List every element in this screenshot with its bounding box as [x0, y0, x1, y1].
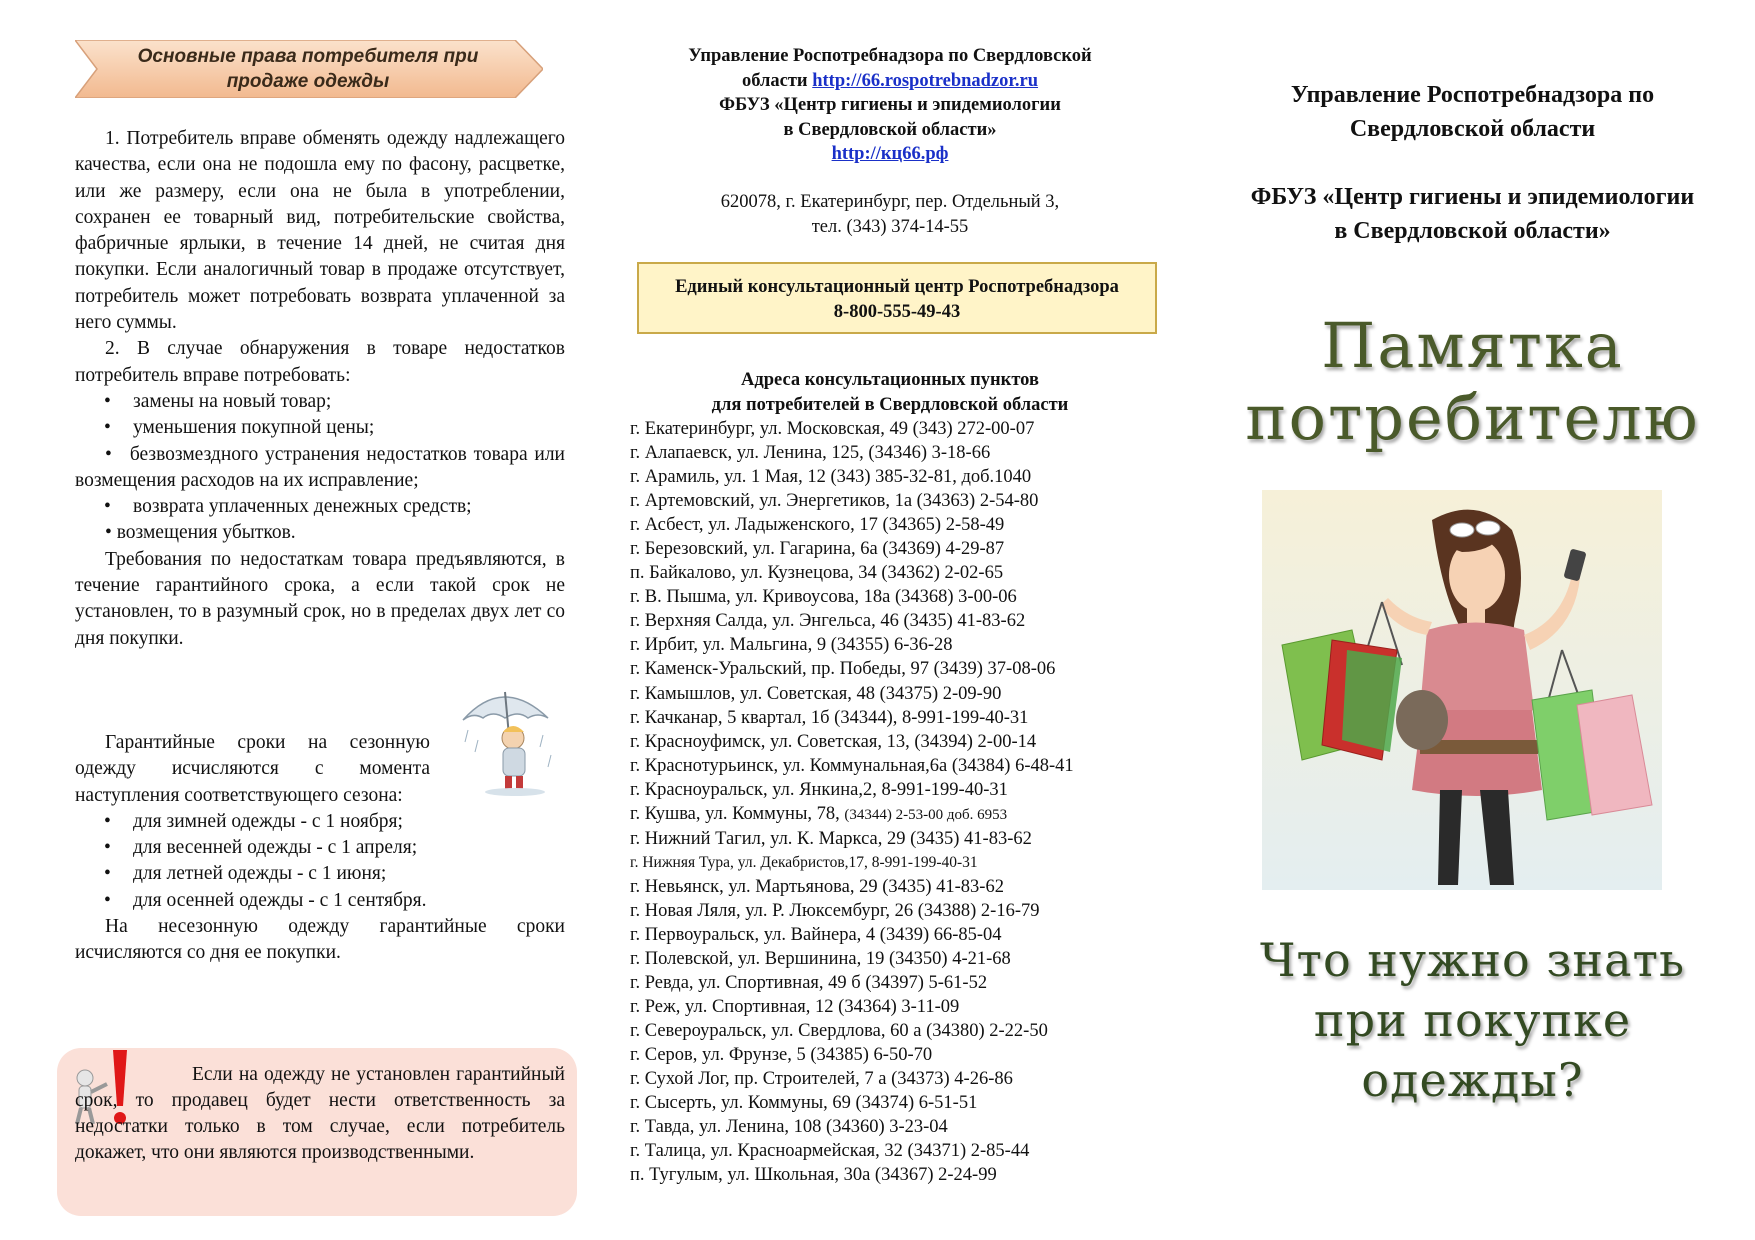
organization-block	[620, 44, 1160, 167]
list-item: г. Невьянск, ул. Мартьянова, 29 (3435) 41-83-62	[630, 876, 1004, 897]
list-item: г. Арамиль, ул. 1 Мая, 12 (343) 385-32-81, доб.1040	[630, 467, 1032, 488]
list-item: • безвозмездного устранения недостатков товара или возмещения расходов на их исправление;	[75, 443, 565, 491]
list-item: • для осенней одежды - с 1 сентября.	[104, 889, 427, 911]
notice-text: Если на одежду не установлен гарантийный срок, то продавец будет нести ответственность за недостатки только в том случае, если потребитель докажет, что они являются производственными.	[75, 1064, 565, 1163]
rights-banner	[75, 40, 543, 98]
list-item: • возврата уплаченных денежных средств;	[104, 496, 472, 518]
seasons-list	[75, 809, 565, 914]
cover-organizations	[1200, 78, 1745, 248]
list-item: • замены на новый товар;	[104, 390, 332, 412]
list-item: г. Кушва, ул. Коммуны, 78, (34344) 2-53-00 доб. 6953	[630, 803, 1008, 824]
list-item: п. Тугулым, ул. Школьная, 30а (34367) 2-24-99	[630, 1165, 997, 1186]
list-item: г. Талица, ул. Красноармейская, 32 (34371) 2-85-44	[630, 1141, 1030, 1162]
list-item: г. Красноуральск, ул. Янкина,2, 8-991-199-40-31	[630, 779, 1008, 800]
list-item: г. Реж, ул. Спортивная, 12 (34364) 3-11-09	[630, 997, 960, 1018]
list-item: • для зимней одежды - с 1 ноября;	[104, 810, 403, 832]
list-item: г. Первоуральск, ул. Вайнера, 4 (3439) 66-85-04	[630, 924, 1002, 945]
hotline-phone: 8-800-555-49-43	[833, 301, 961, 322]
list-item: г. Новая Ляля, ул. Р. Люксембург, 26 (34388) 2-16-79	[630, 900, 1040, 921]
list-item: г. Качканар, 5 квартал, 1б (34344), 8-991-199-40-31	[630, 707, 1029, 728]
paragraph-exchange: 1. Потребитель вправе обменять одежду надлежащего качества, если она не подошла ему по фасону, расцветке, или же размеру, если она не была в употреблении, сохранен ее товарный вид, потребительские свойства, фабричные ярлыки, в течение 14 дней, не считая дня покупки. Если аналогичный товар в продаже отсутствует, потребитель может потребовать возврата уплаченной за него суммы.	[75, 128, 565, 334]
notice-box	[57, 1048, 577, 1216]
shopper-icon	[1262, 490, 1662, 890]
list-item: г. Ирбит, ул. Мальгина, 9 (34355) 6-36-28	[630, 635, 953, 656]
org-fbuz-line2: в Свердловской области»	[783, 119, 997, 140]
shopping-woman-illustration	[1262, 490, 1662, 890]
hotline-box	[637, 262, 1157, 334]
list-item: г. Североуральск, ул. Свердлова, 60 а (34380) 2-22-50	[630, 1021, 1048, 1042]
phone: тел. (343) 374-14-55	[811, 216, 969, 237]
list-item: г. Полевской, ул. Вершинина, 19 (34350) 4-21-68	[630, 949, 1011, 970]
list-item: г. Камышлов, ул. Советская, 48 (34375) 2-09-90	[630, 683, 1002, 704]
org-fbuz-line1: ФБУЗ «Центр гигиены и эпидемиологии	[719, 95, 1061, 115]
paragraph-defects: 2. В случае обнаружения в товаре недостатков потребитель вправе потребовать:	[75, 338, 565, 386]
list-item: г. В. Пышма, ул. Кривоусова, 18а (34368) 3-00-06	[630, 587, 1017, 608]
cover-question: Что нужно знать при покупке одежды?	[1259, 933, 1685, 1107]
address-block	[620, 190, 1160, 239]
rights-text	[75, 126, 565, 652]
list-item: г. Березовский, ул. Гагарина, 6а (34369) 4-29-87	[630, 539, 1005, 560]
list-item: г. Каменск-Уральский, пр. Победы, 97 (3439) 37-08-06	[630, 659, 1056, 680]
list-item: п. Байкалово, ул. Кузнецова, 34 (34362) 2-02-65	[630, 563, 1004, 584]
points-list	[630, 417, 1170, 1188]
list-item: г. Артемовский, ул. Энергетиков, 1а (34363) 2-54-80	[630, 491, 1039, 512]
seasonal-warranty	[75, 730, 565, 967]
cover-org-rospotreb: Управление Роспотребнадзора по Свердловской области	[1290, 82, 1655, 142]
list-item: г. Нижняя Тура, ул. Декабристов,17, 8-991-199-40-31	[630, 853, 978, 871]
list-item: г. Верхняя Салда, ул. Энгельса, 46 (3435) 41-83-62	[630, 611, 1026, 632]
cover-org-fbuz: ФБУЗ «Центр гигиены и эпидемиологии в Свердловской области»	[1250, 184, 1695, 244]
link-kc66[interactable]: http://кц66.рф	[831, 144, 949, 164]
paragraph-seasonal: Гарантийные сроки на сезонную одежду исчисляются с момента наступления соответствующего сезона:	[75, 732, 430, 806]
address: 620078, г. Екатеринбург, пер. Отдельный 3,	[720, 192, 1060, 212]
link-rospotrebnadzor[interactable]: http://66.rospotrebnadzor.ru	[812, 70, 1039, 91]
hotline-title: Единый консультационный центр Роспотребнадзора	[675, 277, 1119, 297]
list-item: • для летней одежды - с 1 июня;	[104, 863, 387, 885]
paragraph-nonseasonal: На несезонную одежду гарантийные сроки исчисляются со дня ее покупки.	[75, 916, 565, 964]
org-rospotreb-line1: Управление Роспотребнадзора по Свердловской	[688, 46, 1092, 66]
org-rospotreb-line2: области http://66.rospotrebnadzor.ru	[741, 70, 1039, 91]
list-item: г. Сухой Лог, пр. Строителей, 7 а (34373) 4-26-86	[630, 1069, 1013, 1090]
list-item: • для весенней одежды - с 1 апреля;	[104, 837, 418, 859]
rights-list	[75, 389, 565, 520]
list-item: г. Ревда, ул. Спортивная, 49 б (34397) 5-61-52	[630, 973, 988, 994]
list-item: г. Тавда, ул. Ленина, 108 (34360) 3-23-04	[630, 1117, 948, 1138]
list-item: • уменьшения покупной цены;	[104, 417, 375, 439]
list-item: г. Серов, ул. Фрунзе, 5 (34385) 6-50-70	[630, 1045, 933, 1066]
paragraph-claims: Требования по недостаткам товара предъявляются, в течение гарантийного срока, а если такой срок не установлен, то в разумный срок, но в пределах двух лет со дня покупки.	[75, 548, 565, 649]
list-item: г. Алапаевск, ул. Ленина, 125, (34346) 3-18-66	[630, 443, 991, 464]
list-item: г. Асбест, ул. Ладыженского, 17 (34365) 2-58-49	[630, 515, 1005, 536]
cover-title: Памятка потребителю	[1245, 309, 1700, 454]
points-heading: Адреса консультационных пунктов для потребителей в Свердловской области	[711, 370, 1069, 415]
list-item: г. Красноуфимск, ул. Советская, 13, (34394) 2-00-14	[630, 731, 1037, 752]
list-item: г. Сысерть, ул. Коммуны, 69 (34374) 6-51-51	[630, 1093, 978, 1114]
list-item: г. Краснотурьинск, ул. Коммунальная,6а (34384) 6-48-41	[630, 755, 1074, 776]
banner-title: Основные права потребителя при продаже одежды	[137, 46, 479, 92]
list-item-damages: • возмещения убытков.	[105, 522, 296, 544]
list-item: г. Екатеринбург, ул. Московская, 49 (343) 272-00-07	[630, 419, 1035, 439]
list-item: г. Нижний Тагил, ул. К. Маркса, 29 (3435) 41-83-62	[630, 828, 1032, 849]
